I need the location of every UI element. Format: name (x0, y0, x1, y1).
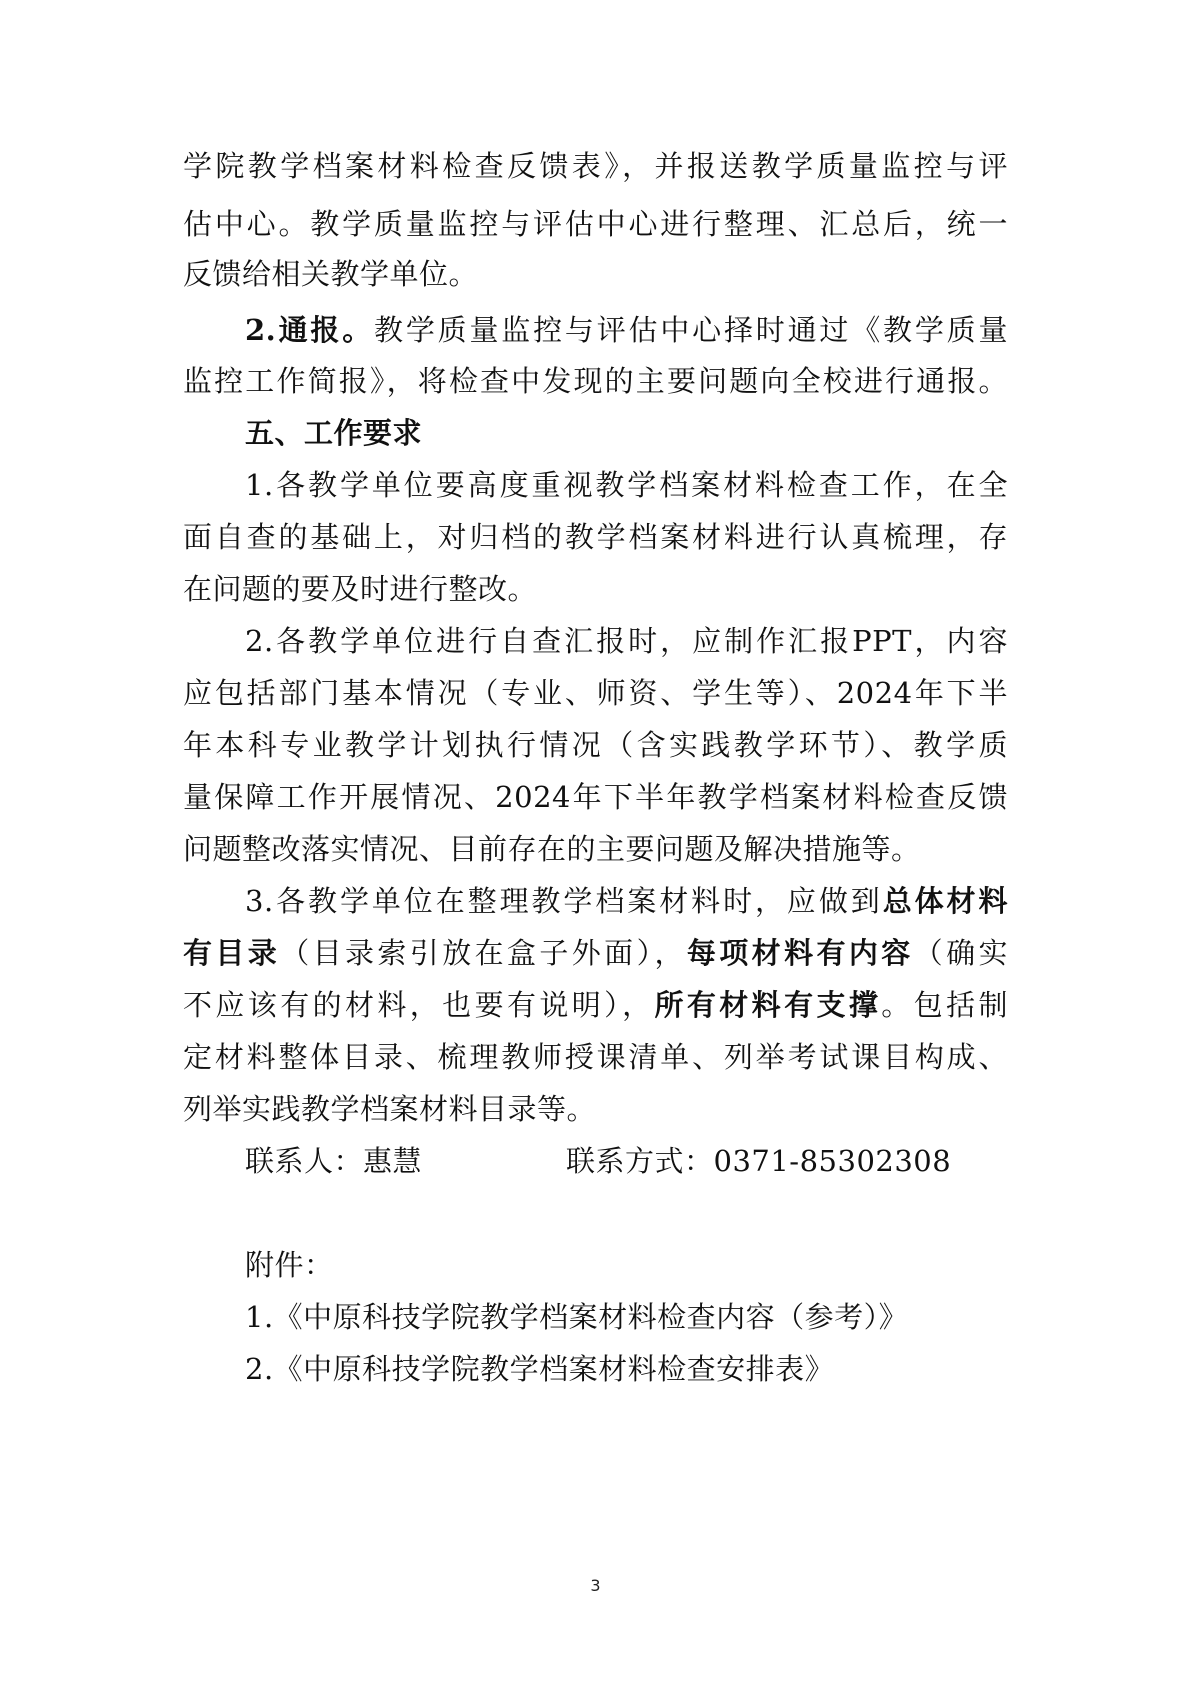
text-line (183, 569, 537, 609)
line-text: 列举实践教学档案材料目录等。 (183, 1092, 597, 1126)
bold-emphasis: 总体材料 (882, 884, 1008, 918)
line-text: 学院教学档案材料检查反馈表》，并报送教学质量监控与评 (183, 149, 1008, 183)
contact-method (566, 1141, 951, 1181)
section-heading (245, 413, 422, 453)
line-text: 1.各教学单位要高度重视教学档案材料检查工作，在全 (245, 468, 1008, 502)
line-text: 量保障工作开展情况、2024年下半年教学档案材料检查反馈 (183, 780, 1008, 814)
text-line (183, 829, 921, 869)
text-line (183, 361, 1008, 401)
bold-emphasis: 有目录 (183, 936, 281, 970)
text-line (183, 673, 1008, 713)
bold-emphasis: 每项材料有内容 (686, 936, 914, 970)
line-text: 3.各教学单位在整理教学档案材料时，应做到 (245, 884, 883, 918)
attachment-item (245, 1297, 908, 1337)
contact-method-text: 联系方式：0371-85302308 (566, 1144, 952, 1178)
text-line (183, 204, 1008, 244)
text-line (183, 1089, 596, 1129)
text-line (245, 310, 1008, 350)
text-line (183, 933, 1008, 973)
text-line (183, 517, 1008, 557)
line-text: 。包括制 (881, 988, 1008, 1022)
line-text: 问题整改落实情况、目前存在的主要问题及解决措施等。 (183, 832, 921, 866)
bold-lead: 2.通报。 (245, 313, 375, 347)
bold-emphasis: 所有材料有支撑 (654, 988, 882, 1022)
line-text: 反馈给相关教学单位。 (183, 257, 479, 291)
line-text: （目录索引放在盒子外面）， (280, 936, 687, 970)
line-text: 不应该有的材料，也要有说明）， (183, 988, 655, 1022)
contact-person (245, 1141, 422, 1181)
text-line (183, 146, 1008, 186)
attachment-item-text: 1.《中原科技学院教学档案材料检查内容（参考）》 (245, 1300, 909, 1334)
line-text: 2.各教学单位进行自查汇报时，应制作汇报PPT，内容 (245, 624, 1008, 658)
contact-person-text: 联系人：惠慧 (245, 1144, 423, 1178)
line-text: 教学质量监控与评估中心择时通过《教学质量 (374, 313, 1008, 347)
text-line (245, 621, 1008, 661)
text-line (183, 1037, 1008, 1077)
line-text: 监控工作简报》，将检查中发现的主要问题向全校进行通报。 (183, 364, 1008, 398)
line-text: （确实 (913, 936, 1008, 970)
attachments-heading (245, 1245, 334, 1285)
line-text: 在问题的要及时进行整改。 (183, 572, 538, 606)
line-text: 应包括部门基本情况（专业、师资、学生等）、2024年下半 (183, 676, 1008, 710)
attachment-item-text: 2.《中原科技学院教学档案材料检查安排表》 (245, 1352, 835, 1386)
section-heading-text: 五、工作要求 (245, 416, 423, 450)
line-text: 估中心。教学质量监控与评估中心进行整理、汇总后，统一 (183, 207, 1008, 241)
attachments-heading-text: 附件： (245, 1248, 334, 1282)
text-line (245, 881, 1008, 921)
text-line (183, 985, 1008, 1025)
text-line (183, 254, 478, 294)
text-line (183, 777, 1008, 817)
line-text: 年本科专业教学计划执行情况（含实践教学环节）、教学质 (183, 728, 1008, 762)
line-text: 面自查的基础上，对归档的教学档案材料进行认真梳理，存 (183, 520, 1008, 554)
line-text: 定材料整体目录、梳理教师授课清单、列举考试课目构成、 (183, 1040, 1008, 1074)
text-line (245, 465, 1008, 505)
text-line (183, 725, 1008, 765)
attachment-item (245, 1349, 834, 1389)
page-number: 3 (590, 1576, 601, 1595)
